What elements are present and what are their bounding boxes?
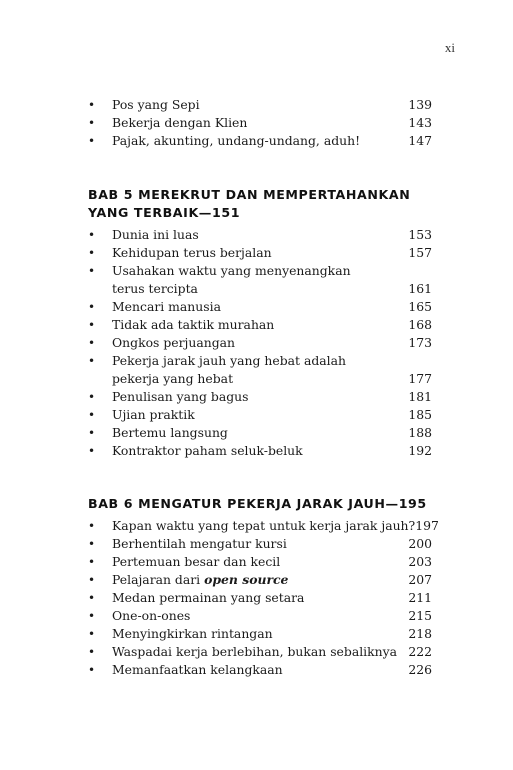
toc-entry-title: Pekerja jarak jauh yang hebat adalah [112,353,346,368]
bullet-icon: • [88,318,96,332]
toc-entry[interactable] [88,625,432,643]
toc-entry-page: 185 [408,407,432,422]
toc-section-bab-6 [88,495,439,679]
bullet-icon: • [88,591,96,605]
toc-entry-page: 226 [408,662,432,677]
bullet-icon: • [88,390,96,404]
toc-entry[interactable] [88,535,432,553]
toc-entry-title: Pertemuan besar dan kecil [112,554,281,569]
toc-entry[interactable] [88,388,432,406]
toc-entry-title: Dunia ini luas [112,227,199,242]
chapter-heading [88,495,432,513]
toc-entry-title: Pelajaran dari open source [112,572,289,587]
toc-entry-title: Kapan waktu yang tepat untuk kerja jarak jauh? [112,518,416,533]
bullet-icon: • [88,627,96,641]
toc-entry[interactable] [88,316,432,334]
toc-entry-page: 161 [408,281,432,296]
toc-entry[interactable] [88,96,432,114]
toc-entry-title: Penulisan yang bagus [112,389,249,404]
chapter-heading [88,186,432,222]
toc-entry-page: 139 [408,97,432,112]
toc-entry-page: 203 [408,554,432,569]
toc-entry-title: Berhentilah mengatur kursi [112,536,287,551]
toc-entry[interactable] [88,442,432,460]
bullet-icon: • [88,645,96,659]
bullet-icon: • [88,336,96,350]
toc-entry-page: 153 [408,227,432,242]
toc-entry-title: Mencari manusia [112,299,221,314]
toc-entry[interactable] [88,571,432,589]
toc-entry-title: One-on-ones [112,608,191,623]
toc-entry[interactable] [88,553,432,571]
toc-entry-title: Menyingkirkan rintangan [112,626,273,641]
bullet-icon: • [88,264,96,278]
toc-entry-page: 197 [415,518,439,533]
bullet-icon: • [88,408,96,422]
toc-entry-title: Tidak ada taktik murahan [112,317,275,332]
toc-entry[interactable] [88,424,432,442]
bullet-icon: • [88,573,96,587]
toc-entry[interactable] [88,589,432,607]
toc-entry-page: 188 [408,425,432,440]
bullet-icon: • [88,300,96,314]
toc-entry-page: 147 [408,133,432,148]
toc-entry-page: 157 [408,245,432,260]
chapter-heading-line: BAB 6 MENGATUR PEKERJA JARAK JAUH—195 [88,496,427,511]
toc-entry-title: Pos yang Sepi [112,97,200,112]
page-number: xi [444,40,455,55]
toc-entry-page: 181 [408,389,432,404]
bullet-icon: • [88,98,96,112]
toc-entry-page: 215 [408,608,432,623]
toc-entry[interactable] [88,352,432,388]
toc-entry-title: pekerja yang hebat [112,371,234,386]
bullet-icon: • [88,519,96,533]
toc-entry-title: terus tercipta [112,281,198,296]
toc-entry[interactable] [88,262,432,298]
bullet-icon: • [88,609,96,623]
toc-entry[interactable] [88,244,432,262]
toc-entry-page: 177 [408,371,432,386]
bullet-icon: • [88,555,96,569]
toc-entry[interactable] [88,226,432,244]
chapter-heading-line: YANG TERBAIK—151 [88,205,241,220]
toc-section-continued [88,96,432,150]
toc-entry-page: 207 [408,572,432,587]
toc-entry-title: Bekerja dengan Klien [112,115,248,130]
toc-entry[interactable] [88,517,439,535]
toc-entry[interactable] [88,661,432,679]
toc-entry-title: Ongkos perjuangan [112,335,236,350]
toc-entry-page: 218 [408,626,432,641]
bullet-icon: • [88,246,96,260]
toc-entry[interactable] [88,298,432,316]
toc-entry-page: 222 [408,644,432,659]
toc-entry-page: 200 [408,536,432,551]
toc-entry-page: 211 [408,590,432,605]
bullet-icon: • [88,228,96,242]
toc-entry-title: Memanfaatkan kelangkaan [112,662,283,677]
bullet-icon: • [88,116,96,130]
toc-entry-title: Pajak, akunting, undang-undang, aduh! [112,133,361,148]
chapter-heading-line: BAB 5 MEREKRUT DAN MEMPERTAHANKAN [88,187,411,202]
toc-entry[interactable] [88,643,432,661]
toc-entry-title: Ujian praktik [112,407,195,422]
toc-entry-title: Waspadai kerja berlebihan, bukan sebaliknya [112,644,398,659]
bullet-icon: • [88,354,96,368]
toc-entry-title: Kehidupan terus berjalan [112,245,272,260]
bullet-icon: • [88,426,96,440]
bullet-icon: • [88,537,96,551]
toc-entry-page: 165 [408,299,432,314]
toc-entry[interactable] [88,132,432,150]
toc-entry-emphasis: open source [204,572,289,587]
toc-entry-title: Medan permainan yang setara [112,590,305,605]
toc-entry-page: 143 [408,115,432,130]
bullet-icon: • [88,134,96,148]
bullet-icon: • [88,663,96,677]
toc-entry[interactable] [88,114,432,132]
toc-entry[interactable] [88,334,432,352]
toc-entry[interactable] [88,607,432,625]
toc-section-bab-5 [88,186,432,460]
toc-entry-page: 192 [408,443,432,458]
toc-entry[interactable] [88,406,432,424]
toc-entry-title: Usahakan waktu yang menyenangkan [112,263,351,278]
toc-entry-page: 168 [408,317,432,332]
toc-entry-title: Kontraktor paham seluk-beluk [112,443,303,458]
toc-entry-title: Bertemu langsung [112,425,228,440]
bullet-icon: • [88,444,96,458]
toc-entry-page: 173 [408,335,432,350]
